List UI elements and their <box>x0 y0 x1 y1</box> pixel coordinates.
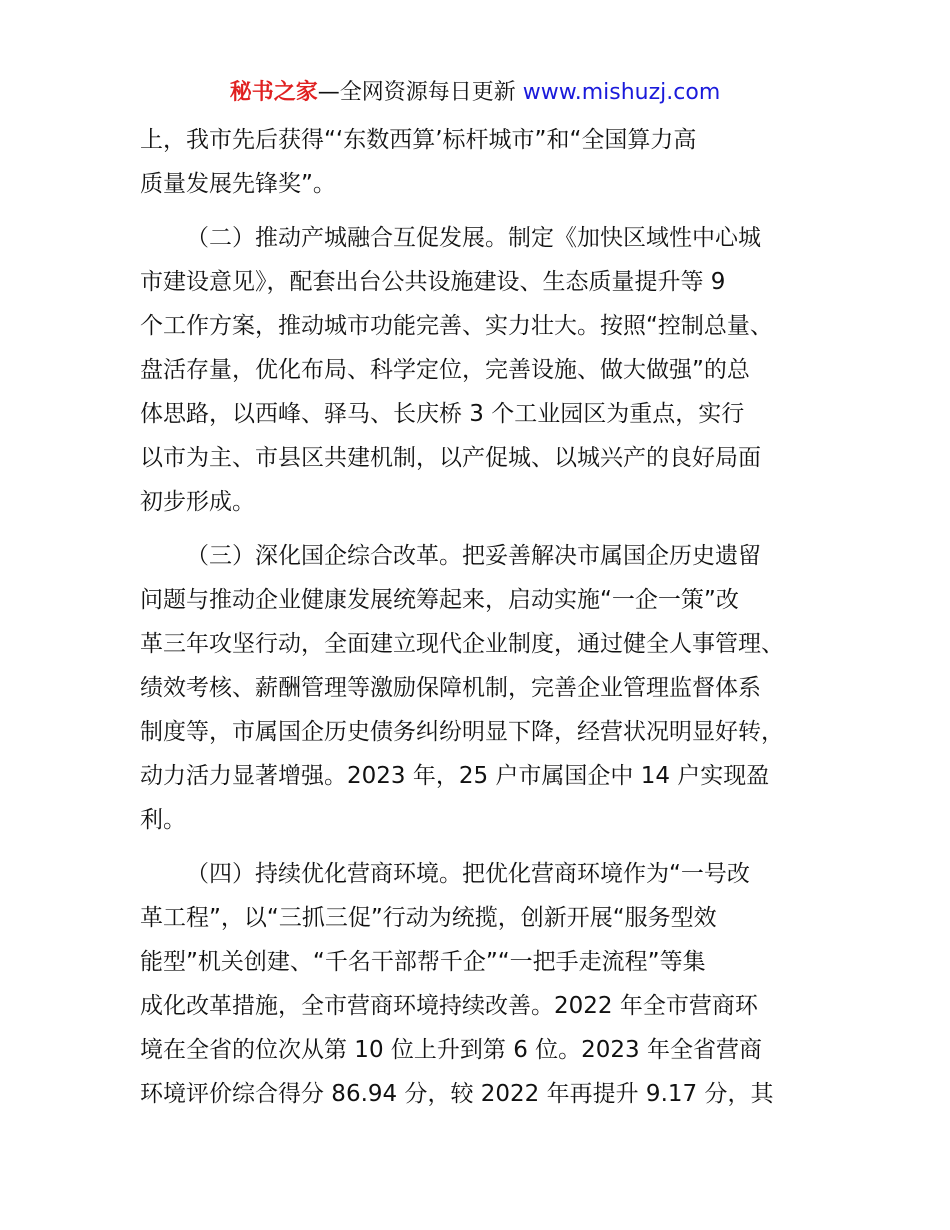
text-line: 初步形成。 <box>140 489 255 515</box>
text-line: 体思路，以西峰、驿马、长庆桥 3 个工业园区为重点，实行 <box>140 401 745 427</box>
text-line: 上，我市先后获得“‘东数西算’标杆城市”和“全国算力高 <box>140 127 697 153</box>
text-line: 问题与推动企业健康发展统筹起来，启动实施“一企一策”改 <box>140 587 739 613</box>
header-tagline: —全网资源每日更新 <box>317 80 516 105</box>
section-heading-line: （二）推动产城融合互促发展。制定《加快区域性中心城 <box>186 225 761 251</box>
text-line: 盘活存量，优化布局、科学定位，完善设施、做大做强”的总 <box>140 357 750 383</box>
text-line: 革工程”，以“三抓三促”行动为统揽，创新开展“服务型效 <box>140 905 717 931</box>
document-body <box>140 118 840 1116</box>
section-heading-line: （三）深化国企综合改革。把妥善解决市属国企历史遗留 <box>186 543 761 569</box>
text-line: 以市为主、市县区共建机制，以产促城、以城兴产的良好局面 <box>140 445 761 471</box>
site-url-link[interactable]: www.mishuzj.com <box>522 80 721 105</box>
text-line: 动力活力显著增强。2023 年，25 户市属国企中 14 户实现盈 <box>140 763 770 789</box>
text-line: 市建设意见》，配套出台公共设施建设、生态质量提升等 9 <box>140 269 726 295</box>
paragraph-section-3 <box>140 534 840 842</box>
paragraph-section-4 <box>140 852 840 1116</box>
text-line: 个工作方案，推动城市功能完善、实力壮大。按照“控制总量、 <box>140 313 773 339</box>
section-heading-line: （四）持续优化营商环境。把优化营商环境作为“一号改 <box>186 861 750 887</box>
paragraph-continuation <box>140 118 840 206</box>
text-line: 革三年攻坚行动，全面建立现代企业制度，通过健全人事管理、 <box>140 631 784 657</box>
text-line: 利。 <box>140 807 186 833</box>
paragraph-section-2 <box>140 216 840 524</box>
site-header <box>0 78 950 108</box>
text-line: 能型”机关创建、“千名干部帮千企”“一把手走流程”等集 <box>140 949 706 975</box>
text-line: 质量发展先锋奖”。 <box>140 171 336 197</box>
text-line: 境在全省的位次从第 10 位上升到第 6 位。2023 年全省营商 <box>140 1037 762 1063</box>
text-line: 绩效考核、薪酬管理等激励保障机制，完善企业管理监督体系 <box>140 675 761 701</box>
text-line: 成化改革措施，全市营商环境持续改善。2022 年全市营商环 <box>140 993 758 1019</box>
brand-name: 秘书之家 <box>229 80 318 105</box>
text-line: 制度等，市属国企历史债务纠纷明显下降，经营状况明显好转， <box>140 719 784 745</box>
text-line: 环境评价综合得分 86.94 分，较 2022 年再提升 9.17 分，其 <box>140 1081 774 1107</box>
